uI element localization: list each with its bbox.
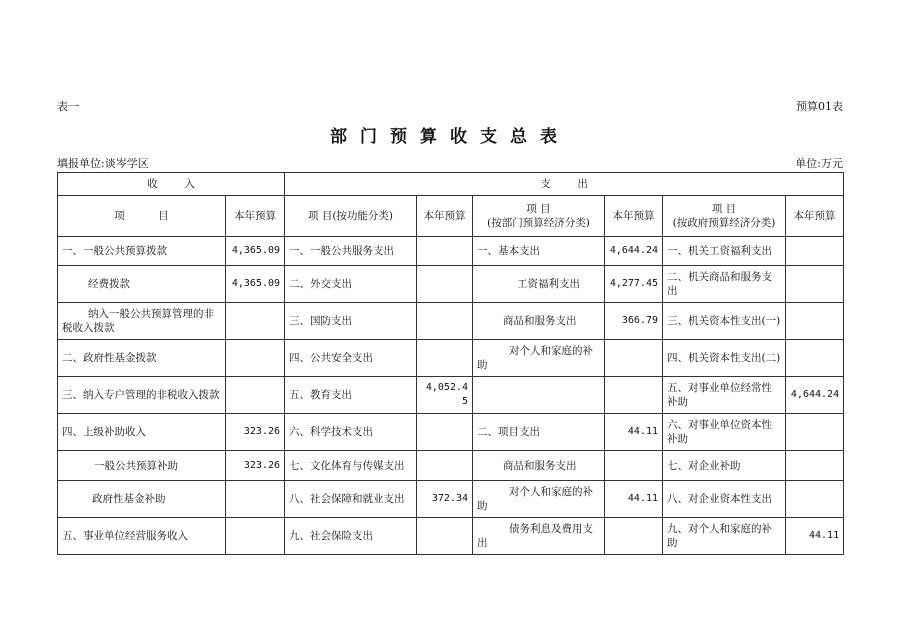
dept-econ-item: 一、基本支出 (473, 237, 605, 266)
function-value (417, 303, 473, 340)
function-budget-header: 本年预算 (417, 196, 473, 237)
income-item: 五、事业单位经营服务收入 (58, 518, 226, 555)
dept-econ-value (605, 451, 663, 481)
dept-econ-value (605, 340, 663, 377)
dept-econ-value: 4,277.45 (605, 266, 663, 303)
income-item: 经费拨款 (58, 266, 226, 303)
gov-econ-item: 五、对事业单位经常性补助 (663, 377, 786, 414)
table-row (58, 518, 844, 555)
function-item: 三、国防支出 (285, 303, 417, 340)
dept-econ-item: 对个人和家庭的补助 (473, 340, 605, 377)
table-row (58, 414, 844, 451)
gov-econ-item: 七、对企业补助 (663, 451, 786, 481)
dept-econ-budget-header: 本年预算 (605, 196, 663, 237)
gov-econ-item: 九、对个人和家庭的补助 (663, 518, 786, 555)
income-budget-header: 本年预算 (226, 196, 285, 237)
gov-econ-value (786, 237, 844, 266)
reporting-unit: 填报单位:谈岑学区 (57, 157, 149, 170)
gov-econ-budget-header: 本年预算 (786, 196, 844, 237)
dept-econ-item: 二、项目支出 (473, 414, 605, 451)
function-value (417, 237, 473, 266)
budget-summary-table (57, 172, 844, 555)
dept-econ-item-header: 项 目 (按部门预算经济分类) (473, 196, 605, 237)
gov-econ-item: 四、机关资本性支出(二) (663, 340, 786, 377)
function-value: 372.34 (417, 481, 473, 518)
gov-econ-item: 六、对事业单位资本性补助 (663, 414, 786, 451)
gov-econ-value (786, 481, 844, 518)
function-item-header: 项 目(按功能分类) (285, 196, 417, 237)
income-value: 323.26 (226, 414, 285, 451)
dept-econ-item: 债务利息及费用支出 (473, 518, 605, 555)
income-item: 政府性基金补助 (58, 481, 226, 518)
gov-econ-value (786, 340, 844, 377)
function-item: 二、外交支出 (285, 266, 417, 303)
income-item-header: 项 目 (58, 196, 226, 237)
function-item: 八、社会保障和就业支出 (285, 481, 417, 518)
function-item: 一、一般公共服务支出 (285, 237, 417, 266)
income-item: 纳入一般公共预算管理的非税收入拨款 (58, 303, 226, 340)
income-item: 一般公共预算补助 (58, 451, 226, 481)
function-item: 六、科学技术支出 (285, 414, 417, 451)
gov-econ-value (786, 451, 844, 481)
income-item: 三、纳入专户管理的非税收入拨款 (58, 377, 226, 414)
income-group-header: 收 入 (58, 173, 285, 196)
dept-econ-item: 商品和服务支出 (473, 451, 605, 481)
gov-econ-value (786, 414, 844, 451)
income-value (226, 518, 285, 555)
income-value: 323.26 (226, 451, 285, 481)
table-row (58, 377, 844, 414)
dept-econ-value (605, 518, 663, 555)
budget-form-code: 预算01表 (796, 100, 843, 113)
table-row (58, 481, 844, 518)
gov-econ-value: 44.11 (786, 518, 844, 555)
dept-econ-item: 商品和服务支出 (473, 303, 605, 340)
table-row (58, 340, 844, 377)
income-value: 4,365.09 (226, 237, 285, 266)
page-title: 部门预算收支总表 (330, 127, 570, 147)
dept-econ-item (473, 377, 605, 414)
gov-econ-item: 一、机关工资福利支出 (663, 237, 786, 266)
income-value (226, 340, 285, 377)
function-item: 四、公共安全支出 (285, 340, 417, 377)
currency-unit: 单位:万元 (795, 157, 843, 170)
dept-econ-value (605, 377, 663, 414)
gov-econ-value (786, 266, 844, 303)
table-row (58, 303, 844, 340)
expense-group-header: 支 出 (285, 173, 844, 196)
income-value: 4,365.09 (226, 266, 285, 303)
income-item: 四、上级补助收入 (58, 414, 226, 451)
gov-econ-value: 4,644.24 (786, 377, 844, 414)
gov-econ-item: 二、机关商品和服务支出 (663, 266, 786, 303)
dept-econ-value: 44.11 (605, 414, 663, 451)
income-item: 二、政府性基金拨款 (58, 340, 226, 377)
dept-econ-value: 4,644.24 (605, 237, 663, 266)
function-item: 七、文化体育与传媒支出 (285, 451, 417, 481)
table-number-label: 表一 (57, 100, 79, 113)
dept-econ-item: 对个人和家庭的补助 (473, 481, 605, 518)
function-item: 五、教育支出 (285, 377, 417, 414)
dept-econ-value: 366.79 (605, 303, 663, 340)
gov-econ-item: 八、对企业资本性支出 (663, 481, 786, 518)
function-value: 4,052.45 (417, 377, 473, 414)
function-value (417, 266, 473, 303)
gov-econ-item-header: 项 目 (按政府预算经济分类) (663, 196, 786, 237)
function-value (417, 340, 473, 377)
gov-econ-item: 三、机关资本性支出(一) (663, 303, 786, 340)
function-value (417, 451, 473, 481)
gov-econ-value (786, 303, 844, 340)
function-value (417, 414, 473, 451)
income-value (226, 377, 285, 414)
income-value (226, 303, 285, 340)
dept-econ-item: 工资福利支出 (473, 266, 605, 303)
income-value (226, 481, 285, 518)
table-row (58, 266, 844, 303)
table-row (58, 237, 844, 266)
dept-econ-value: 44.11 (605, 481, 663, 518)
income-item: 一、一般公共预算拨款 (58, 237, 226, 266)
function-value (417, 518, 473, 555)
function-item: 九、社会保险支出 (285, 518, 417, 555)
table-row (58, 451, 844, 481)
